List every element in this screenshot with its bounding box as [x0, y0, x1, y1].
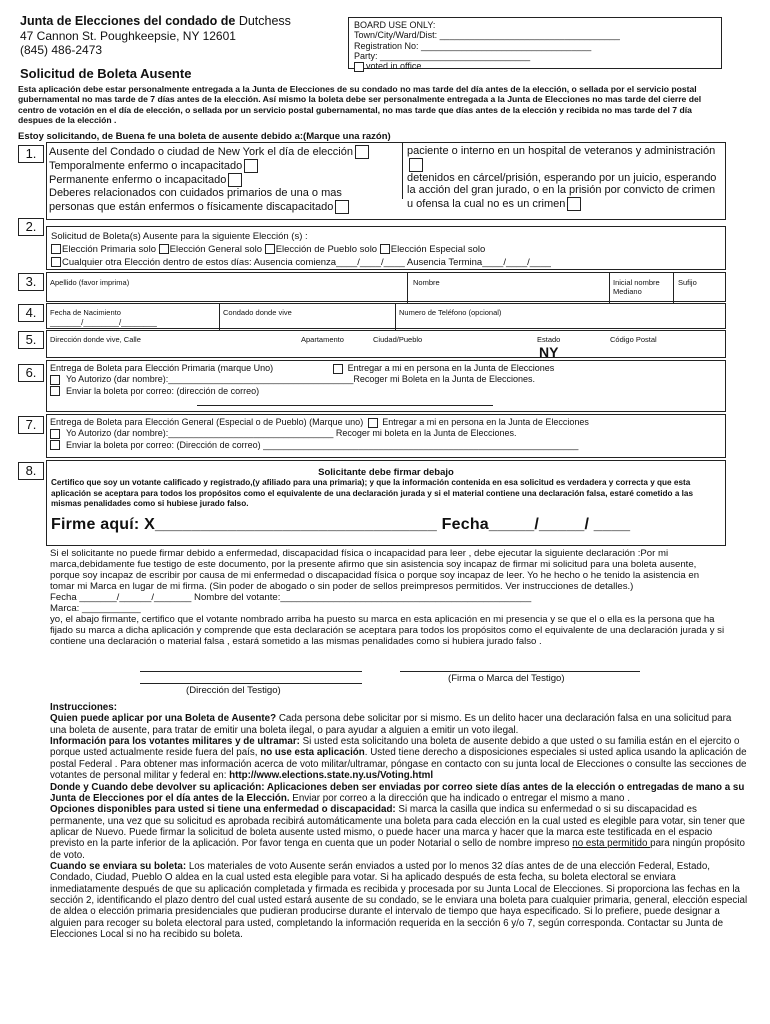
- reason-heading: Estoy solicitando, de Buena fe una boleta de ausente debido a:(Marque una razón): [18, 131, 391, 142]
- section-2-options: [51, 244, 721, 257]
- header-org: Junta de Elecciones del condado de: [20, 14, 236, 28]
- reason-permanent-checkbox[interactable]: [228, 173, 242, 187]
- section-5-number: 5.: [18, 331, 44, 349]
- header-phone: (845) 486-2473: [20, 43, 103, 58]
- intro-text: Esta aplicación debe estar personalmente entregada a la Junta de Elecciones de su condado no mas tarde del día antes de la elección, o sellada por el servicio postal gubernamental no mas tarde de 7 días antes de la elección. Así mismo la boleta debe ser personalmente entregada a la Junta de Elecciones no mas tarde del cierre del centro de votación en el día de elección, o sellada por un servicio postal gubernamental, no mas tarde que días antes de la elección y recibida no mas tarde del 7 día despues de la elección .: [18, 84, 702, 126]
- general-inperson-label: Entregar a mi en persona en la Junta de Elecciones: [382, 417, 589, 427]
- section-3-name[interactable]: [46, 272, 726, 302]
- state-value: NY: [539, 344, 559, 360]
- witness-address-label: (Dirección del Testigo): [186, 685, 281, 696]
- instructions-military: Información para los votantes militares y de ultramar: Si usted esta solicitando una boleta de ausente debido a que usted o su familia están en el ejercito o porque usted actualmente reside fuera del país, no use esta aplicación. Usted tiene derecho a disposiciones especiales si usted aplica usando la aplicación de postal Federal . Para obtener mas información acerca de voto militar/ultramar, póngase en contacto con su junta local de Elecciones o consulte las secciones de votantes de personal militar y federal en: http://www.elections.state.ny.us/Voting.html: [50, 736, 747, 782]
- reason-detained: detenidos en cárcel/prisión, esperando por un juicio, esperando la acción del gran jurado, o en la prisión por convicto de crimen u ofensa la cual no es un crimen: [407, 171, 717, 210]
- voted-checkbox[interactable]: [354, 62, 364, 72]
- section-1-right: [407, 145, 723, 211]
- general-only-label: Elección General solo: [169, 243, 263, 255]
- section-7-general-delivery: [46, 414, 726, 458]
- page-title: Solicitud de Boleta Ausente: [20, 65, 192, 81]
- section-2-heading: Solicitud de Boleta(s) Ausente para la siguiente Elección (s) :: [51, 231, 308, 242]
- section-7-line2: Yo Autorizo (dar nombre):_________________________________ Recoger mi boleta en la Junta de Elecciones.: [50, 428, 722, 439]
- birth-date-blank[interactable]: _______/________/________: [50, 318, 157, 327]
- reason-absent-checkbox[interactable]: [355, 145, 369, 159]
- instructions-heading: Instrucciones:: [50, 702, 117, 713]
- section-6-line2: Yo Autorizo (dar nombre):_____________________________________Recoger mi Boleta en la Junta de Elecciones.: [50, 374, 722, 385]
- reason-caregiver-checkbox[interactable]: [335, 200, 349, 214]
- birth-date-label: Fecha de Nacimiento: [50, 308, 121, 317]
- general-only-checkbox[interactable]: [159, 244, 169, 254]
- middle-initial-label: Inicial nombre Mediano: [613, 278, 660, 296]
- reason-detained-checkbox[interactable]: [567, 197, 581, 211]
- apartment-label: Apartamento: [301, 335, 344, 344]
- witness-address-line-1[interactable]: [140, 671, 362, 672]
- reason-caregiver: Deberes relacionados con cuidados primarios de una o mas personas que están enfermos o físicamente discapacitado: [49, 187, 385, 214]
- section-1-number: 1.: [18, 145, 44, 163]
- board-use-heading: BOARD USE ONLY:: [354, 20, 436, 30]
- city-label: Ciudad/Pueblo: [373, 335, 423, 344]
- header-address: 47 Cannon St. Poughkeepsie, NY 12601: [20, 29, 236, 43]
- section-6-primary-delivery: [46, 360, 726, 412]
- witness-signature-label: (Firma o Marca del Testigo): [448, 673, 565, 684]
- header-org-line: [20, 14, 340, 29]
- section-7-line3: Enviar la boleta por correo: (Dirección de correo) _______________________________________________________________: [50, 440, 722, 451]
- section-1-left: [49, 145, 385, 214]
- section-8-number: 8.: [18, 462, 44, 480]
- primary-only-checkbox[interactable]: [51, 244, 61, 254]
- board-use-box: [348, 17, 722, 72]
- instructions-when-sent: Cuando se enviara su boleta: Los materiales de voto Ausente serán enviados a usted por lo menos 32 días antes de de una elección Federal, Estado, Condado, Ciudad, Pueblo O aldea en la cual usted esta elegible para votar. Si ha aplicado después de esta fecha, su boleta electoral se enviara inmediatamente después de que su aplicación completada y firmada es recibida y procesada por su Junta Local de Elecciones. Si proporciona las fechas en la sección 2, identificando el plazo dentro del cual usted estará ausente de su condado, se le enviara una boleta para cualquier primaria, general, elección especial de aldea o elección primaria presidenciales que pudieran producirse durante el intervalo de tiempo que haya especificado. Si lo prefiere, puede designar a alguien para recoger su boleta electoral para usted, completando la información requerida en la sección 6 y/o 7, según corresponda. Contactar su Junta de Elecciones Local si no ha recibido su boleta.: [50, 861, 748, 941]
- other-election-label: Cualquier otra Elección dentro de estos días: Ausencia comienza____/____/____ Ausencia Termina____/____/____: [62, 256, 551, 268]
- section-2-elections: [46, 226, 726, 270]
- state-label: Estado: [537, 335, 561, 344]
- header: [20, 14, 340, 81]
- special-only-label: Elección Especial solo: [390, 243, 486, 255]
- special-only-checkbox[interactable]: [380, 244, 390, 254]
- header-county: Dutchess: [238, 14, 291, 28]
- last-name-label: Apellido (favor imprima): [50, 278, 130, 287]
- primary-inperson-label: Entregar a mi en persona en la Junta de Elecciones: [347, 363, 555, 373]
- instructions: [50, 702, 748, 941]
- witness-date-name[interactable]: Fecha _______/______/_______ Nombre del votante:_______________________________________________: [50, 592, 532, 604]
- elections-link[interactable]: http://www.elections.state.ny.us/Voting.html: [229, 770, 434, 782]
- town-only-checkbox[interactable]: [265, 244, 275, 254]
- reason-temporary-checkbox[interactable]: [244, 159, 258, 173]
- other-election-checkbox[interactable]: [51, 257, 61, 267]
- witness-certify: yo, el abajo firmante, certifico que el votante nombrado arriba ha puesto su marca en esta aplicación en mi presencia y se que el o ella es la persona que ha fijado su marca a dicha aplicación y comprende que esta declaración se aceptara para todos los propósitos como el equivalente de una declaración jurada y si contiene una declaración o material falsa , estará sometido a las mismas penalidades como si hubiera jurado falso .: [50, 614, 725, 648]
- primary-only-label: Elección Primaria solo: [62, 243, 156, 255]
- section-5-address[interactable]: [46, 330, 726, 358]
- section-1-divider: [402, 143, 403, 199]
- reason-veterans-checkbox[interactable]: [409, 158, 423, 172]
- section-4-birth[interactable]: [46, 303, 726, 329]
- witness-block: [50, 548, 726, 647]
- board-use-town: Town/City/Ward/Dist: ____________________________________: [354, 30, 620, 41]
- reason-permanent: Permanente enfermo o incapacitado: [49, 173, 385, 187]
- general-inperson-checkbox[interactable]: [368, 418, 378, 428]
- witness-signature-line[interactable]: [400, 671, 640, 672]
- section-7-line1: Entrega de Boleta para Elección General (Especial o de Pueblo) (Marque uno) Entregar a mi en persona en la Junta de Elecciones: [50, 417, 589, 427]
- reason-veterans: paciente o interno en un hospital de veteranos y administración: [407, 145, 723, 172]
- section-6-number: 6.: [18, 364, 44, 382]
- county-label: Condado donde vive: [223, 308, 292, 317]
- section-8-heading: Solicitante debe firmar debajo: [318, 467, 454, 478]
- section-7-number: 7.: [18, 416, 44, 434]
- reason-temporary: Temporalmente enfermo o incapacitado: [49, 159, 385, 173]
- phone-label: Numero de Teléfono (opcional): [399, 308, 502, 317]
- section-2-other: [51, 257, 721, 270]
- primary-mail-checkbox[interactable]: [50, 386, 60, 396]
- witness-mark[interactable]: Marca: ___________: [50, 603, 141, 615]
- instructions-who: Quien puede aplicar por una Boleta de Ausente? Cada persona debe solicitar por si mismo. Es un delito hacer una declaración falsa en una solicitud para una boleta de ausente, para tratar de emitir una boleta ilegal, o para ayudar a alguien a emitir un voto ilegal.: [50, 713, 732, 736]
- street-label: Dirección donde vive, Calle: [50, 335, 141, 344]
- board-use-party: Party: ______________________________: [354, 51, 531, 62]
- board-use-voted: [354, 61, 716, 72]
- suffix-label: Sufijo: [678, 278, 697, 287]
- reason-absent: Ausente del Condado o ciudad de New York el día de elección: [49, 145, 385, 159]
- section-6-line1: Entrega de Boleta para Elección Primaria (marque Uno) Entregar a mi en persona en la Junta de Elecciones: [50, 363, 555, 373]
- town-only-label: Elección de Pueblo solo: [275, 243, 378, 255]
- instructions-where-when: Donde y Cuando debe devolver su aplicación: Aplicaciones deben ser enviadas por correo siete días antes de la elección o entregadas de mano a su Junta de Elecciones por el día antes de la Elección. Enviar por correo a la dirección que ha indicado o entregar el mismo a mano .: [50, 781, 745, 804]
- primary-inperson-checkbox[interactable]: [333, 364, 343, 374]
- zip-label: Código Postal: [610, 335, 657, 344]
- section-8-certification: Certifico que soy un votante calificado y registrado,(y afiliado para una primaria); y que la información contenida en esa solicitud es verdadera y correcta y que esta aplicación se aceptara para todos los propósitos como el equivalente de una declaración jurada y si el material contiene una declaración falsa, estaré cometido a las mismas penalidades como si hubiese jurado falso.: [51, 478, 694, 508]
- section-3-number: 3.: [18, 273, 44, 291]
- section-6-line3: Enviar la boleta por correo: (dirección de correo): [50, 386, 722, 397]
- general-mail-checkbox[interactable]: [50, 440, 60, 450]
- voted-label: voted in office: [366, 61, 422, 72]
- general-authorize-checkbox[interactable]: [50, 429, 60, 439]
- section-4-number: 4.: [18, 304, 44, 322]
- first-name-label: Nombre: [413, 278, 440, 287]
- primary-authorize-checkbox[interactable]: [50, 375, 60, 385]
- instructions-illness: Opciones disponibles para usted si tiene una enfermedad o discapacidad: Si marca la casilla que indica su enfermedad o si su discapacidad es permanente, una vez que su solicitud es aprobada recibirá automáticamente una boleta para cada elección en la cual usted es elegible para votar, sin tener que aplicar de Nuevo. Puede firmar la solicitud de boleta ausente usted mismo, o puede hacer una marca y hacer que la marca este testificada en el espacio previsto en la parte inferior de la aplicación. Por favor tenga en cuenta que un poder Notarial o sello de nombre impreso no esta permitido para ningún propósito de voto.: [50, 804, 745, 861]
- witness-address-line-2[interactable]: [140, 683, 362, 684]
- section-8-signature: [46, 460, 726, 546]
- section-1-reasons: [46, 142, 726, 220]
- board-use-registration: Registration No: __________________________________: [354, 40, 592, 51]
- witness-statement: Si el solicitante no puede firmar debido a enfermedad, discapacidad física o incapacidad para leer , debe ejecutar la siguiente declaración :Por mi marca,debidamente fue testigo de este documento, por la presente afirmo que sin asistencia soy incapaz de firmar mi solicitud para una boleta ausente, porque soy incapaz de escribir por causa de mi enfermedad o discapacidad física o porque soy incapaz de leer. Yo he hecho o he tenido la asistencia en tomar mi Marca en lugar de mi firma. (Sin poder de abogado o sin poder de sellos preimpresos permitidos. Ver instrucciones de detalles.): [50, 548, 700, 593]
- signature-line[interactable]: Firme aquí: X_______________________________ Fecha_____/_____/ ____: [51, 516, 631, 534]
- primary-mail-address-line[interactable]: [197, 405, 493, 406]
- section-2-number: 2.: [18, 218, 44, 236]
